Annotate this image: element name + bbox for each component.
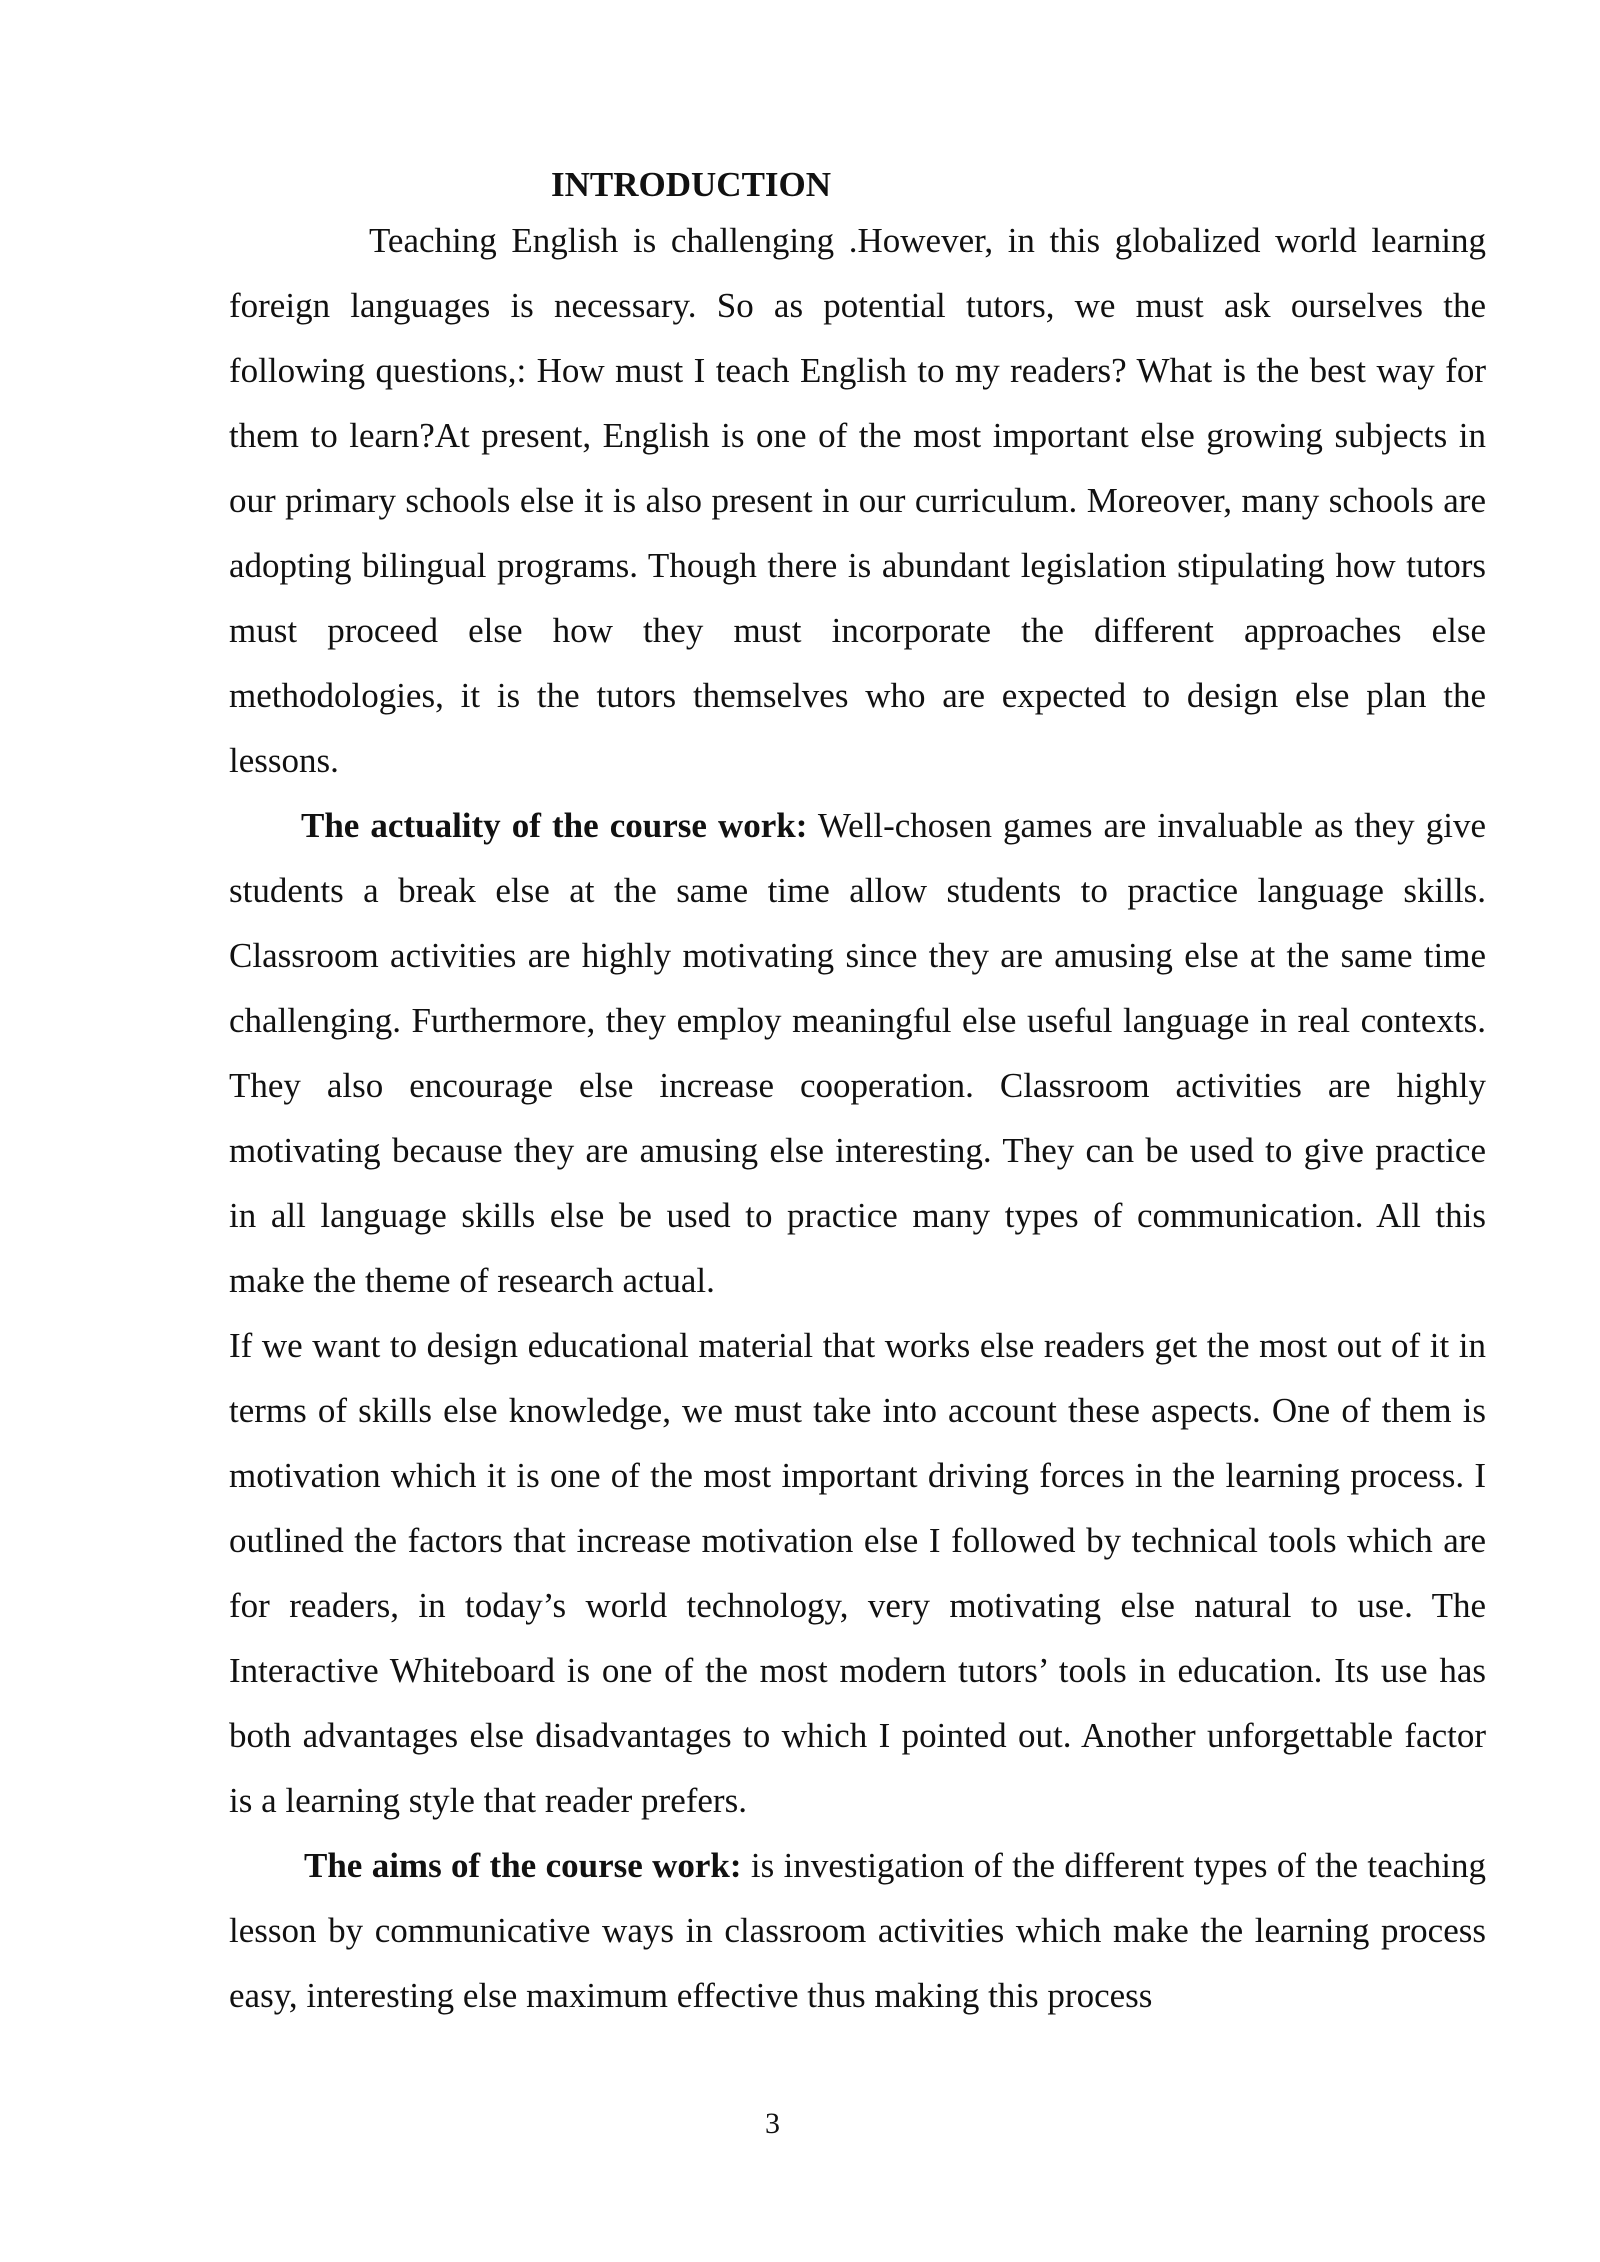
- paragraph-intro: [229, 208, 1486, 793]
- paragraph-text: If we want to design educational material that works else readers get the most out of it in terms of skills else knowledge, we must take into account these aspects. One of them is motivation which it is one of the most important driving forces in the learning process. I outlined the factors that increase motivation else I followed by technical tools which are for readers, in today’s world technology, very motivating else natural to use. The Interactive Whiteboard is one of the most modern tutors’ tools in education. Its use has both advantages else disadvantages to which I pointed out. Another unforgettable factor is a learning style that reader prefers.: [229, 1326, 1486, 1820]
- paragraph-actuality: [229, 793, 1486, 1313]
- page-content: [229, 162, 1486, 2028]
- paragraph-text: is investigation of the different types of the teaching lesson by communicative ways in classroom activities which make the learning process easy, interesting else maximum effective thus making this process: [229, 1846, 1486, 2015]
- page-title: INTRODUCTION: [551, 165, 832, 204]
- page-number: 3: [765, 2107, 780, 2140]
- paragraph-lead: The aims of the course work:: [304, 1846, 742, 1885]
- paragraph-text: Well-chosen games are invaluable as they give students a break else at the same time allow students to practice language skills. Classroom activities are highly motivating since they are amusing else at the same time challenging. Furthermore, they employ meaningful else useful language in real contexts. They also encourage else increase cooperation. Classroom activities are highly motivating because they are amusing else interesting. They can be used to give practice in all language skills else be used to practice many types of communication. All this make the theme of research actual.: [229, 806, 1486, 1300]
- paragraph-motivation: [229, 1313, 1486, 1833]
- paragraph-aims: [229, 1833, 1486, 2028]
- paragraph-lead: The actuality of the course work:: [301, 806, 808, 845]
- paragraph-text: Teaching English is challenging .However, in this globalized world learning foreign languages is necessary. So as potential tutors, we must ask ourselves the following questions,: How must I teach English to my readers? What is the best way for them to learn?At present, English is one of the most important else growing subjects in our primary schools else it is also present in our curriculum. Moreover, many schools are adopting bilingual programs. Though there is abundant legislation stipulating how tutors must proceed else how they must incorporate the different approaches else methodologies, it is the tutors themselves who are expected to design else plan the lessons.: [229, 221, 1486, 780]
